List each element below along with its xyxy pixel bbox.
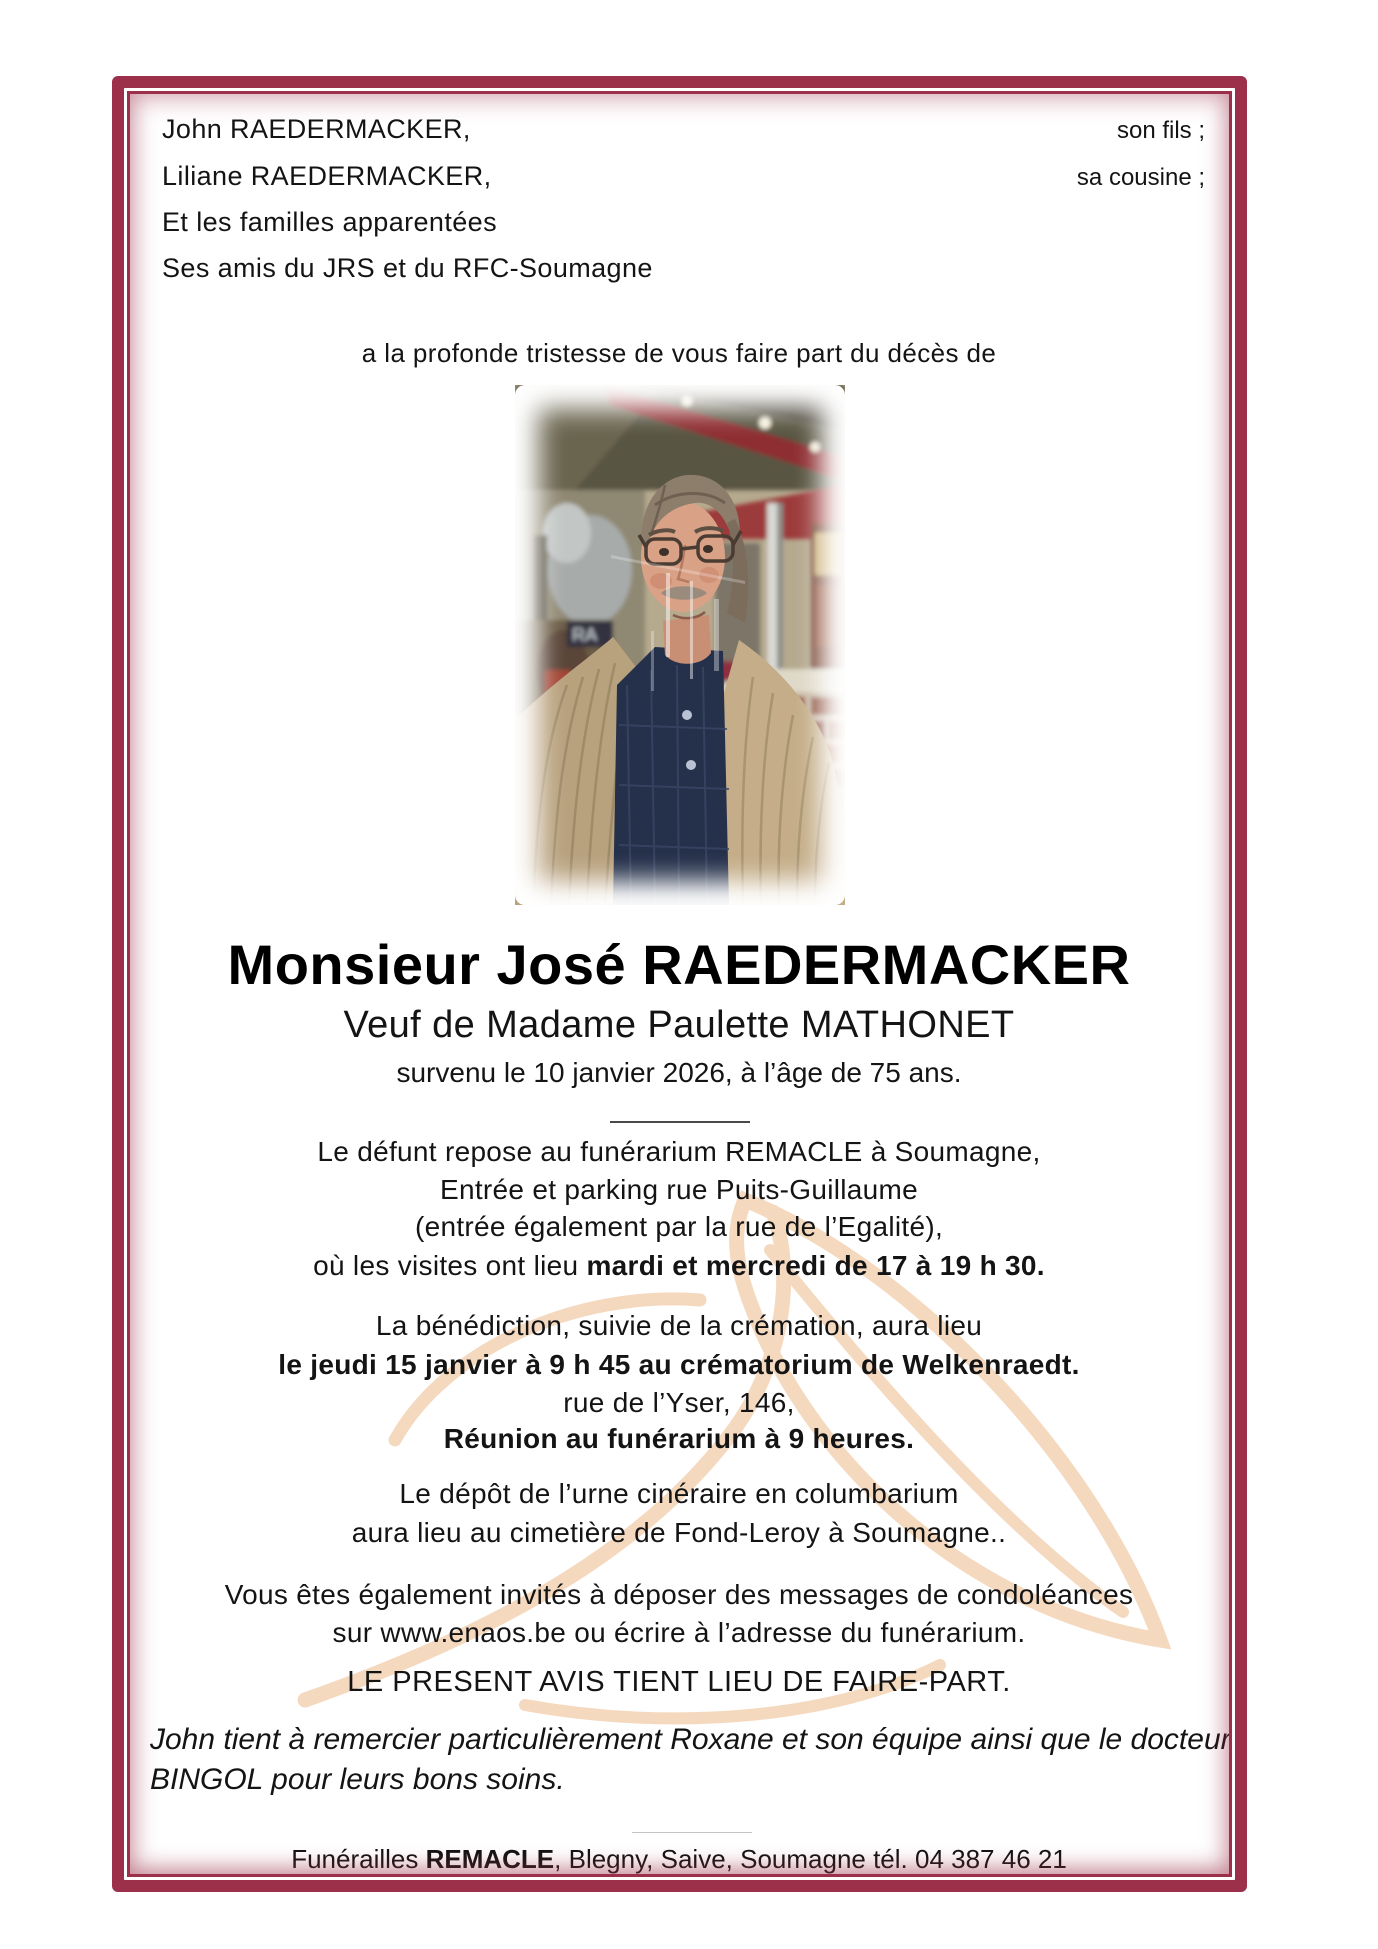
repose-line: Le défunt repose au funérarium REMACLE à Soumagne, xyxy=(317,1136,1041,1167)
footer-divider xyxy=(632,1832,752,1833)
urn-line-1: Le dépôt de l’urne cinéraire en columbarium xyxy=(399,1478,959,1509)
reunion-line: Réunion au funérarium à 9 heures. xyxy=(443,1423,915,1454)
mourner-name: John RAEDERMACKER, xyxy=(162,114,471,144)
announcement-line: a la profonde tristesse de vous faire part du décès de xyxy=(361,338,997,368)
mourner-name: Ses amis du JRS et du RFC-Soumagne xyxy=(162,253,653,283)
condolences-line-2: sur www.enaos.be ou écrire à l’adresse du funérarium. xyxy=(332,1617,1026,1648)
ceremony-line: le jeudi 15 janvier à 9 h 45 au crématorium de Welkenraedt. xyxy=(278,1349,1080,1380)
memorial-photo xyxy=(515,385,845,905)
benediction-line: La bénédiction, suivie de la crémation, aura lieu xyxy=(375,1310,983,1341)
thanks-line-1: John tient à remercier particulièrement Roxane et son équipe ainsi que le docteur xyxy=(150,1723,1231,1756)
svg-text:RA: RA xyxy=(572,625,598,645)
entry-line: Entrée et parking rue Puits-Guillaume xyxy=(440,1174,918,1205)
section-divider xyxy=(610,1121,750,1123)
mourner-relation: sa cousine ; xyxy=(1076,164,1205,191)
photo-fade-edge xyxy=(515,385,845,905)
condolences-line-1: Vous êtes également invités à déposer des messages de condoléances xyxy=(224,1579,1134,1610)
address-line: rue de l’Yser, 146, xyxy=(563,1387,795,1418)
mourner-row xyxy=(162,253,1205,284)
urn-line-2: aura lieu au cimetière de Fond-Leroy à Soumagne.. xyxy=(351,1517,1007,1548)
mourner-relation: son fils ; xyxy=(1116,117,1205,144)
faire-part-notice: LE PRESENT AVIS TIENT LIEU DE FAIRE-PART. xyxy=(347,1666,1011,1698)
deceased-name-title: Monsieur José RAEDERMACKER xyxy=(227,933,1131,996)
deceased-subtitle: Veuf de Madame Paulette MATHONET xyxy=(343,1004,1015,1046)
entry-alt-line: (entrée également par la rue de l’Egalité), xyxy=(414,1211,944,1242)
mourner-row xyxy=(162,114,1205,145)
mourner-name: Et les familles apparentées xyxy=(162,207,497,237)
death-date-line: survenu le 10 janvier 2026, à l’âge de 75 ans. xyxy=(396,1057,962,1088)
mourner-row xyxy=(162,161,1205,192)
visits-line: où les visites ont lieu mardi et mercredi de 17 à 19 h 30. xyxy=(313,1250,1045,1281)
thanks-line-2: BINGOL pour leurs bons soins. xyxy=(150,1763,565,1796)
mourner-name: Liliane RAEDERMACKER, xyxy=(162,161,492,191)
mourner-row xyxy=(162,207,1205,238)
funeral-home-footer: Funérailles REMACLE, Blegny, Saive, Soumagne tél. 04 387 46 21 xyxy=(291,1844,1067,1874)
